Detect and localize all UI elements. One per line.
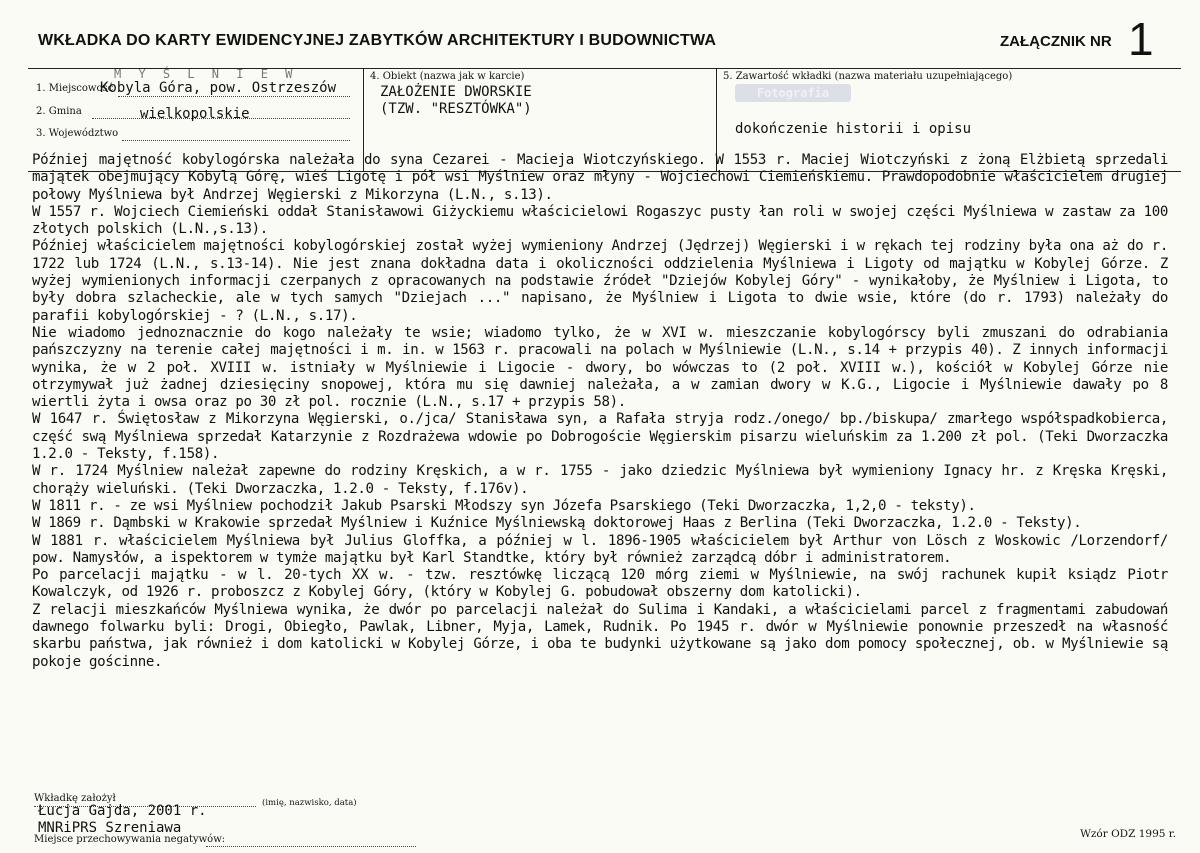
form-title: WKŁADKA DO KARTY EWIDENCYJNEJ ZABYTKÓW ARCHITEKTURY I BUDOWNICTWA [38,32,717,49]
history-paragraph: Później majętność kobylogórska należała do syna Cezarei - Macieja Wiotczyńskiego. W 1553 r. Maciej Wiotczyński z żoną Elżbietą sprzedali majątek obejmujący Kobylą Górę, wieś Ligotę i pół wsi Myślniew oraz młyny - Wojciechowi Ciemieńskiemu. Prawdopodobnie właścicielem drugiej połowy Myślniewa był Andrzej Węgierski z Mikorzyna (L.N., s.13). [32,152,1168,203]
miejscowosc-line [118,96,350,97]
history-paragraph: W 1811 r. - ze wsi Myślniew pochodził Jakub Psarski Młodszy syn Józefa Psarskiego (Teki Dworzaczka, 1,2,0 - teksty). [32,497,976,514]
history-paragraph: Nie wiadomo jednoznacznie do kogo należały te wsie; wiadomo tylko, że w XVI w. mieszczanie kobylogórscy byli zmuszani do odrabiania pańszczyzny na terenie całej majętności i m. in. w 1563 r. pracowali na polach w Myślniewie (L.N., s.14 + przypis 40). Z innych informacji wynika, że w 2 poł. XVIII w. istniały w Myślniewie i Ligocie - dwory, bo wówczas to (2 poł. XVIII w.), kościół w Kobylej Górze nie otrzymywał już żadnej dziesięciny snopowej, która mu się dawniej należała, a w zamian dwory w K.G., Ligocie i Myślniewie dawały po 8 wiertli żyta i owsa oraz po 30 zł pol. rocznie (L.N., s.17 + przypis 58). [32,324,1168,411]
attachment-label: ZAŁĄCZNIK NR [1000,33,1112,50]
negatives-line [206,846,416,847]
gmina-value: wielkopolskie [140,106,250,122]
form-code: Wzór ODZ 1995 r. [1080,828,1176,840]
history-paragraph: W 1869 r. Dąmbski w Krakowie sprzedał Myślniew i Kuźnice Myślniewską doktorowej Haas z Berlina (Teki Dworzaczka, 1.2.0 - Teksty). [32,515,1082,532]
footer [32,780,1172,850]
negatives-label: Miejsce przechowywania negatywów: [34,834,226,845]
institution-value: MNRiPRS Szreniawa [38,820,182,836]
record-card [28,13,1180,845]
object-name-line2: (TZW. "RESZTÓWKA") [380,101,532,117]
photo-stamp: Fotografia [735,84,851,102]
history-paragraph: W 1881 r. właścicielem Myślniewa był Julius Gloffka, a później w l. 1896-1905 właścicielem był Arthur von Lösch z Woskowic /Lorzendorf/ pow. Namysłów, a ispektorem w tymże majątku był Karl Standtke, który był również zarządcą dóbr i administratorem. [32,532,1168,566]
wojewodztwo-line [122,140,350,141]
history-text [32,152,1168,671]
history-paragraph: Później właścicielem majętności kobylogórskiej został wyżej wymieniony Andrzej (Jędrzej) Węgierski i w rękach tej rodziny była ona aż do r. 1722 lub 1724 (L.N., s.13-14). Nie jest znana dokładna data i okoliczności oddzielenia Myślniewa i Ligoty od majątku w Kobylej Górze. Z wyżej wymienionych informacji czerpanych z opracowanych na podstawie źródeł "Dziejów Kobylej Góry" - wynikałoby, że Myślniew i Ligota, to były dobra szlacheckie, ale w tych samych "Dziejach ..." napisano, że Myślniew i Ligota to dwie wsie, które (do r. 1793) należały do parafii kobylogórskiej - ? (L.N., s.17). [32,238,1168,324]
miejscowosc-label: 1. Miejscowość [36,83,114,94]
overtyped-village-name: M Y Ś L N I E W [114,67,298,81]
history-paragraph: Po parcelacji majątku - w l. 20-tych XX w. - tzw. resztówkę liczącą 120 mórg ziemi w Myślniewie, na swój rachunek kupił ksiądz Piotr Kowalczyk, od 1926 r. proboszcz z Kobylej Góry, (który w Kobylej G. pobudował obszerny dom katolicki). [32,567,1168,601]
history-paragraph: W 1647 r. Świętosław z Mikorzyna Węgierski, o./jca/ Stanisława syn, a Rafała stryja rodz./onego/ bp./biskupa/ zmarłego współspadkobierca, część swą Myślniewa sprzedał Katarzynie z Rozdrażewa wdowie po Dobrogoście Węgierskim pisarzu wieluńskim za 1.200 zł pol. (Teki Dworzaczka 1.2.0 - Teksty, f.158). [32,411,1168,463]
history-paragraph: W r. 1724 Myślniew należał zapewne do rodziny Kręskich, a w r. 1755 - jako dziedzic Myślniewa był wymieniony Ignacy hr. z Kręska Kręski, chorąży wieluński. (Teki Dworzaczka, 1.2.0 - Teksty, f.176v). [32,463,1168,497]
author-value: Łucja Gajda, 2001 r. [38,803,207,819]
wojewodztwo-label: 3. Województwo [36,128,119,139]
gmina-label: 2. Gmina [36,106,82,117]
attachment-number: 1 [1128,13,1154,65]
history-paragraph: Z relacji mieszkańców Myślniewa wynika, że dwór po parcelacji należał do Sulima i Kandaki, a właścicielami parcel z fragmentami zabudowań dawnego folwarku byli: Drogi, Obiegło, Pawlak, Libner, Myja, Lamek, Rudnik. Po 1945 r. dwór w Myślniewie ponownie przeszedł na własność skarbu państwa, jak również i dom katolicki w Kobylej Górze, i oba te budynki użytkowane są jako dom pomocy społecznej, ob. w Myślniewie są pokoje gościnne. [32,601,1168,670]
history-paragraph: W 1557 r. Wojciech Ciemieński oddał Stanisławowi Giżyckiemu właścicielowi Rogaszyc pusty łan roli w swojej części Myślniewa w zastaw za 100 złotych polskich (L.N.,s.13). [32,203,1168,238]
contents-value: dokończenie historii i opisu [735,121,972,137]
author-label: Wkładkę założył [34,793,116,804]
contents-label: 5. Zawartość wkładki (nazwa materiału uzupełniającego) [723,71,1013,82]
object-name-line1: ZAŁOŻENIE DWORSKIE [380,84,532,100]
author-sublabel: (imię, nazwisko, data) [262,798,357,808]
miejscowosc-value: Kobyla Góra, pow. Ostrzeszów [100,80,337,96]
object-label: 4. Obiekt (nazwa jak w karcie) [370,71,525,82]
